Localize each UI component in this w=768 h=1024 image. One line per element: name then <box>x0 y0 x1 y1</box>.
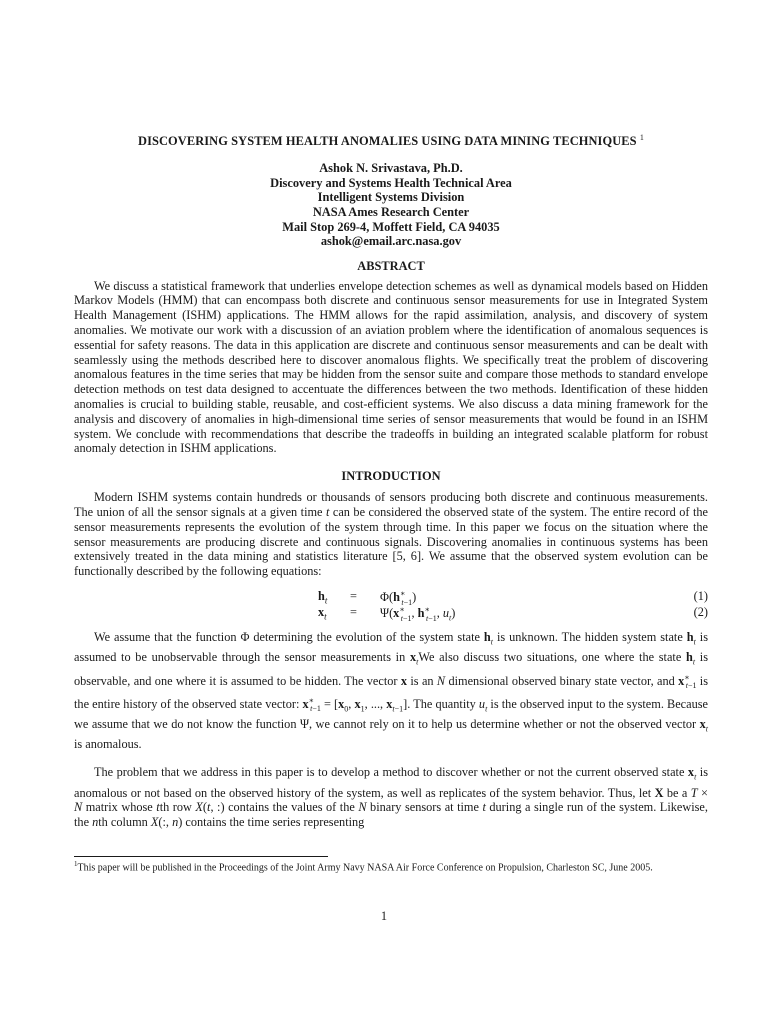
intro-paragraph-1: Modern ISHM systems contain hundreds or thousands of sensors producing both discrete and continuous measurements. The union of all the sensor signals at a given time t can be considered the observed state of the system. The entire record of the sensor measurements represents the evolution of the system through time. In this paper we focus on the situation where the sensor measurements are producing discrete and continuous signals. Discovering anomalies in continuous systems has been extensively treated in the data mining and statistics literature [5, 6]. We assume that the observed system evolution can be functionally described by the following equations: <box>74 490 708 579</box>
paper-title: DISCOVERING SYSTEM HEALTH ANOMALIES USING DATA MINING TECHNIQUES $^1$ <box>138 133 644 149</box>
author-affiliation-center: NASA Ames Research Center <box>312 204 470 219</box>
title-footnote-mark: 1 <box>639 133 644 142</box>
equation-2-lhs: $x_t$ <box>318 605 327 622</box>
intro-paragraph-3: The problem that we address in this paper is to develop a method to discover whether or not the current observed state $x_t$ is anomalous or not based on the observed history of the system, as well as replicates of the system behavior. Thus, let X be a T × N matrix whose tth row X(t, :) contains the values of the N binary sensors at time t during a single run of the system. Likewise, the nth column X(:, n) contains the time series representing <box>74 765 708 830</box>
equation-1-rhs: $\Phi(h^∗_{t-1})$ <box>380 589 417 607</box>
equation-2-number: (2) <box>693 605 708 620</box>
author-block <box>74 161 708 249</box>
equation-1-equals: = <box>350 589 357 604</box>
author-affiliation-area: Discovery and Systems Health Technical Area <box>270 175 512 190</box>
paper-content <box>74 129 708 830</box>
abstract-text: We discuss a statistical framework that underlies envelope detection schemes as well as dynamical models based on Hidden Markov Models (HMM) that can encompass both discrete and continuous sensor measurements for use in Integrated System Health Management (ISHM) applications. The HMM allows for the rapid assimilation, analysis, and discovery of system anomalies. We motivate our work with a discussion of an aviation problem where the identification of anomalous sequences is essential for safety reasons. The data in this application are discrete and continuous sensor measurements and can be dealt with seamlessly using the methods described here to discover anomalous flights. We specifically treat the problem of discovering anomalous features in the time series that may be hidden from the sensor suite and compare those methods to standard envelope detection methods on test data designed to accentuate the differences between the two methods. Identification of these hidden anomalies is crucial to building stable, reusable, and cost-efficient systems. We also discuss a data mining framework for the analysis and discovery of anomalies in high-dimensional time series of sensor measurements that would be found in an ISHM system. We conclude with recommendations that describe the tradeoffs in building an integrated scalable platform for robust anomaly detection in ISHM applications. <box>74 278 708 456</box>
author-affiliation-division: Intelligent Systems Division <box>317 190 465 205</box>
author-name: Ashok N. Srivastava, Ph.D. <box>319 161 463 176</box>
equation-block <box>74 589 708 621</box>
equation-2-rhs: $\Psi(x^∗_{t-1}$, $h^∗_{t-1}$, $u_t$) <box>380 605 456 623</box>
equation-2-equals: = <box>350 605 357 620</box>
footnote <box>74 858 708 874</box>
author-address: Mail Stop 269-4, Moffett Field, CA 94035 <box>282 219 500 234</box>
footnote-divider <box>74 856 328 857</box>
footnote-mark: 1 <box>74 860 78 868</box>
equation-1-number: (1) <box>693 589 708 604</box>
footnote-text: This paper will be published in the Proceedings of the Joint Army Navy NASA Air Force Conference on Propulsion, Charleston SC, June 2005. <box>77 862 653 874</box>
author-email: ashok@email.arc.nasa.gov <box>320 234 462 249</box>
equation-2 <box>74 605 708 621</box>
equation-1 <box>74 589 708 605</box>
equation-1-lhs: $h_t$ <box>318 589 328 606</box>
intro-paragraph-2: We assume that the function Φ determining the evolution of the system state $h_t$ is unknown. The hidden system state $h_t$ is assumed to be unobservable through the sensor measurements in $x_tWe$ also discuss two situations, one where the state $h_t$ is observable, and one where it is assumed to be hidden. The vector x is an N dimensional observed binary state vector, and $x^∗_{t-1}$ is the entire history of the observed state vector: $x^∗_{t-1} = [x_0$, $x_1$, ..., $x_{t-1}$]. The quantity $u_t$ is the observed input to the system. Because we assume that we do not know the function Ψ, we cannot rely on it to help us determine whether or not the observed vector $x_t$ is anomalous. <box>74 630 709 752</box>
abstract-heading: ABSTRACT <box>357 258 425 273</box>
page-number: 1 <box>380 909 388 923</box>
introduction-heading: INTRODUCTION <box>341 469 441 484</box>
